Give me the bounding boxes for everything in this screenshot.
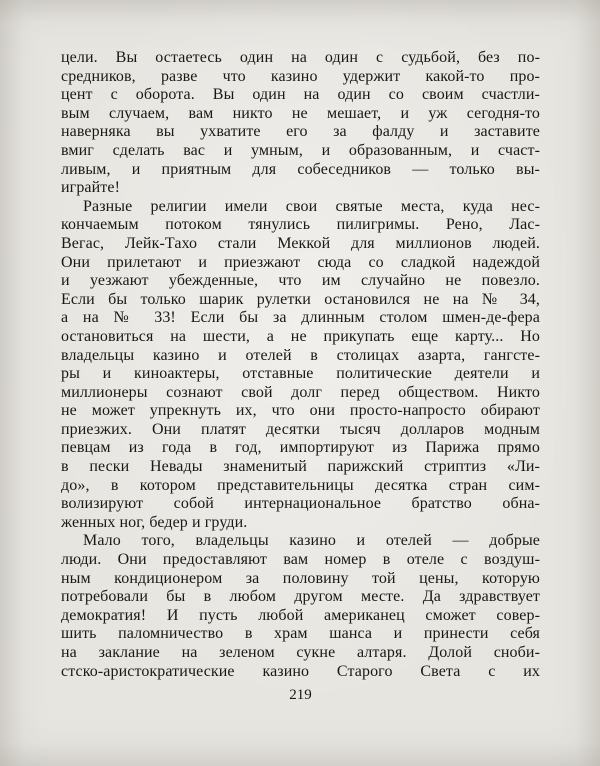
text-line: Разные религии имели свои святые места, куда нес- [83,197,540,215]
text-line: певцам из года в год, импортируют из Парижа прямо [61,439,540,457]
text-line: цели. Вы остаетесь один на один с судьбой, без по- [61,49,540,66]
text-line: Если бы только шарик рулетки остановился не на № 34, [61,290,540,308]
text-line: ливым, и приятным для собеседников — только вы- [61,160,540,178]
text-line: ры и киноактеры, отставные политические деятели и [61,365,540,383]
text-line: цент с оборота. Вы один на один со своим счастли- [61,86,540,104]
text-line: волизируют собой интернациональное братство обна- [61,495,540,513]
text-line: потребовали бы в любом другом месте. Да здравствует [61,588,540,606]
text-line: Мало того, владельцы казино и отелей — добрые [83,532,540,550]
paragraph [61,198,540,533]
text-line: остановиться на шести, а не прикупать еще карту... Но [61,327,540,345]
text-line: демократия! И пусть любой американец сможет совер- [61,606,540,624]
text-line: люди. Они предоставляют вам номер в отеле с воздуш- [61,551,540,569]
page-number: 219 [289,687,312,703]
text-line: не может упрекнуть их, что они просто-напросто обирают [61,402,540,420]
text-line: наверняка вы ухватите его за фалду и заставите [61,123,540,141]
text-line: а на № 33! Если бы за длинным столом шмен-де-фера [61,309,540,327]
text-line: средников, разве что казино удержит какой-то про- [61,67,540,85]
paragraph [61,532,540,681]
text-line: шить паломничество в храм шанса и принести себя [61,625,540,643]
text-line: играйте! [61,179,121,197]
text-line: в пески Невады знаменитый парижский стриптиз «Ли- [61,458,540,476]
text-line: владельцы казино и отелей в столицах азарта, гангсте- [61,346,540,364]
text-line: приезжих. Они платят десятки тысяч долларов модным [61,420,540,438]
text-line: Они прилетают и приезжают сюда со сладкой надеждой [61,253,540,271]
paragraph [61,49,540,198]
text-line: ным кондиционером за половину той цены, которую [61,569,540,587]
text-line: вмиг сделать вас и умным, и образованным, и счаст- [61,141,540,159]
text-line: женных ног, бедер и груди. [61,513,248,531]
text-line: миллионеры сознают свой долг перед обществом. Никто [61,383,540,401]
text-line: стско-аристократические казино Старого Света с их [61,662,540,680]
text-line: кончаемым потоком тянулись пилигримы. Рено, Лас- [61,216,540,234]
text-line: на заклание на зеленом сукне алтаря. Долой сноби- [61,644,540,661]
text-line: и уезжают убежденные, что им случайно не повезло. [61,272,540,290]
text-line: Вегас, Лейк-Тахо стали Меккой для миллионов людей. [61,234,540,252]
text-block [61,49,540,681]
text-line: вым случаем, вам никто не мешает, и уж сегодня-то [61,104,540,122]
text-line: до», в котором представительницы десятка стран сим- [61,476,540,494]
